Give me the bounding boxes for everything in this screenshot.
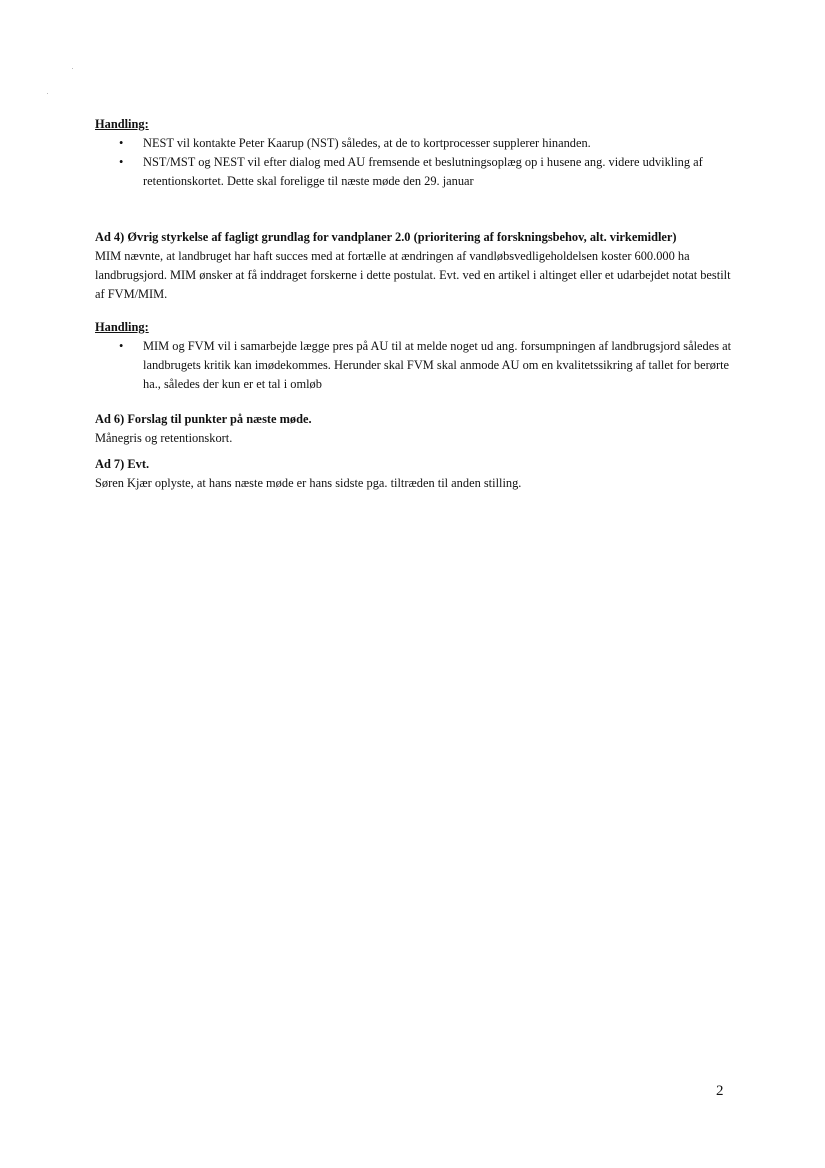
section-ad6 [95, 410, 735, 448]
section-body: Månegris og retentionskort. [95, 431, 233, 445]
page-number: 2 [716, 1083, 724, 1099]
section-heading: Handling: [95, 320, 149, 334]
bullet-item [95, 153, 735, 191]
bullet-item [95, 337, 735, 394]
section-ad7 [95, 455, 735, 493]
bullet-text: MIM og FVM vil i samarbejde lægge pres på AU til at melde noget ud ang. forsumpningen af landbrugsjord således at landbrugets kritik kan imødekommes. Herunder skal FVM skal anmode AU om en kvalitetssikring af tallet for berørte ha., således der kun er et tal i omløb [143, 339, 732, 391]
section-heading: Ad 6) Forslag til punkter på næste møde. [95, 412, 312, 426]
section-handling-2 [95, 318, 735, 394]
section-ad4 [95, 228, 735, 304]
section-heading: Ad 7) Evt. [95, 457, 150, 471]
section-body: MIM nævnte, at landbruget har haft succes med at fortælle at ændringen af vandløbsvedligeholdelsen koster 600.000 ha landbrugsjord. MIM ønsker at få inddraget forskerne i dette postulat. Evt. ved en artikel i altinget eller et udarbejdet notat bestilt af FVM/MIM. [95, 249, 731, 301]
section-handling-1 [95, 115, 735, 191]
bullet-item [95, 134, 735, 153]
scan-speck [72, 68, 73, 69]
bullet-icon: • [119, 155, 124, 169]
scan-speck [47, 93, 48, 94]
bullet-list [95, 337, 735, 394]
bullet-icon: • [119, 136, 124, 150]
section-heading: Handling: [95, 117, 149, 131]
bullet-text: NEST vil kontakte Peter Kaarup (NST) således, at de to kortprocesser supplerer hinanden. [143, 136, 591, 150]
section-heading: Ad 4) Øvrig styrkelse af fagligt grundlag for vandplaner 2.0 (prioritering af forskningsbehov, alt. virkemidler) [95, 230, 677, 244]
section-body: Søren Kjær oplyste, at hans næste møde er hans sidste pga. tiltræden til anden stilling. [95, 476, 522, 490]
bullet-icon: • [119, 339, 124, 353]
bullet-text: NST/MST og NEST vil efter dialog med AU fremsende et beslutningsoplæg op i husene ang. videre udvikling af retentionskortet. Dette skal foreligge til næste møde den 29. januar [143, 155, 703, 188]
bullet-list [95, 134, 735, 191]
